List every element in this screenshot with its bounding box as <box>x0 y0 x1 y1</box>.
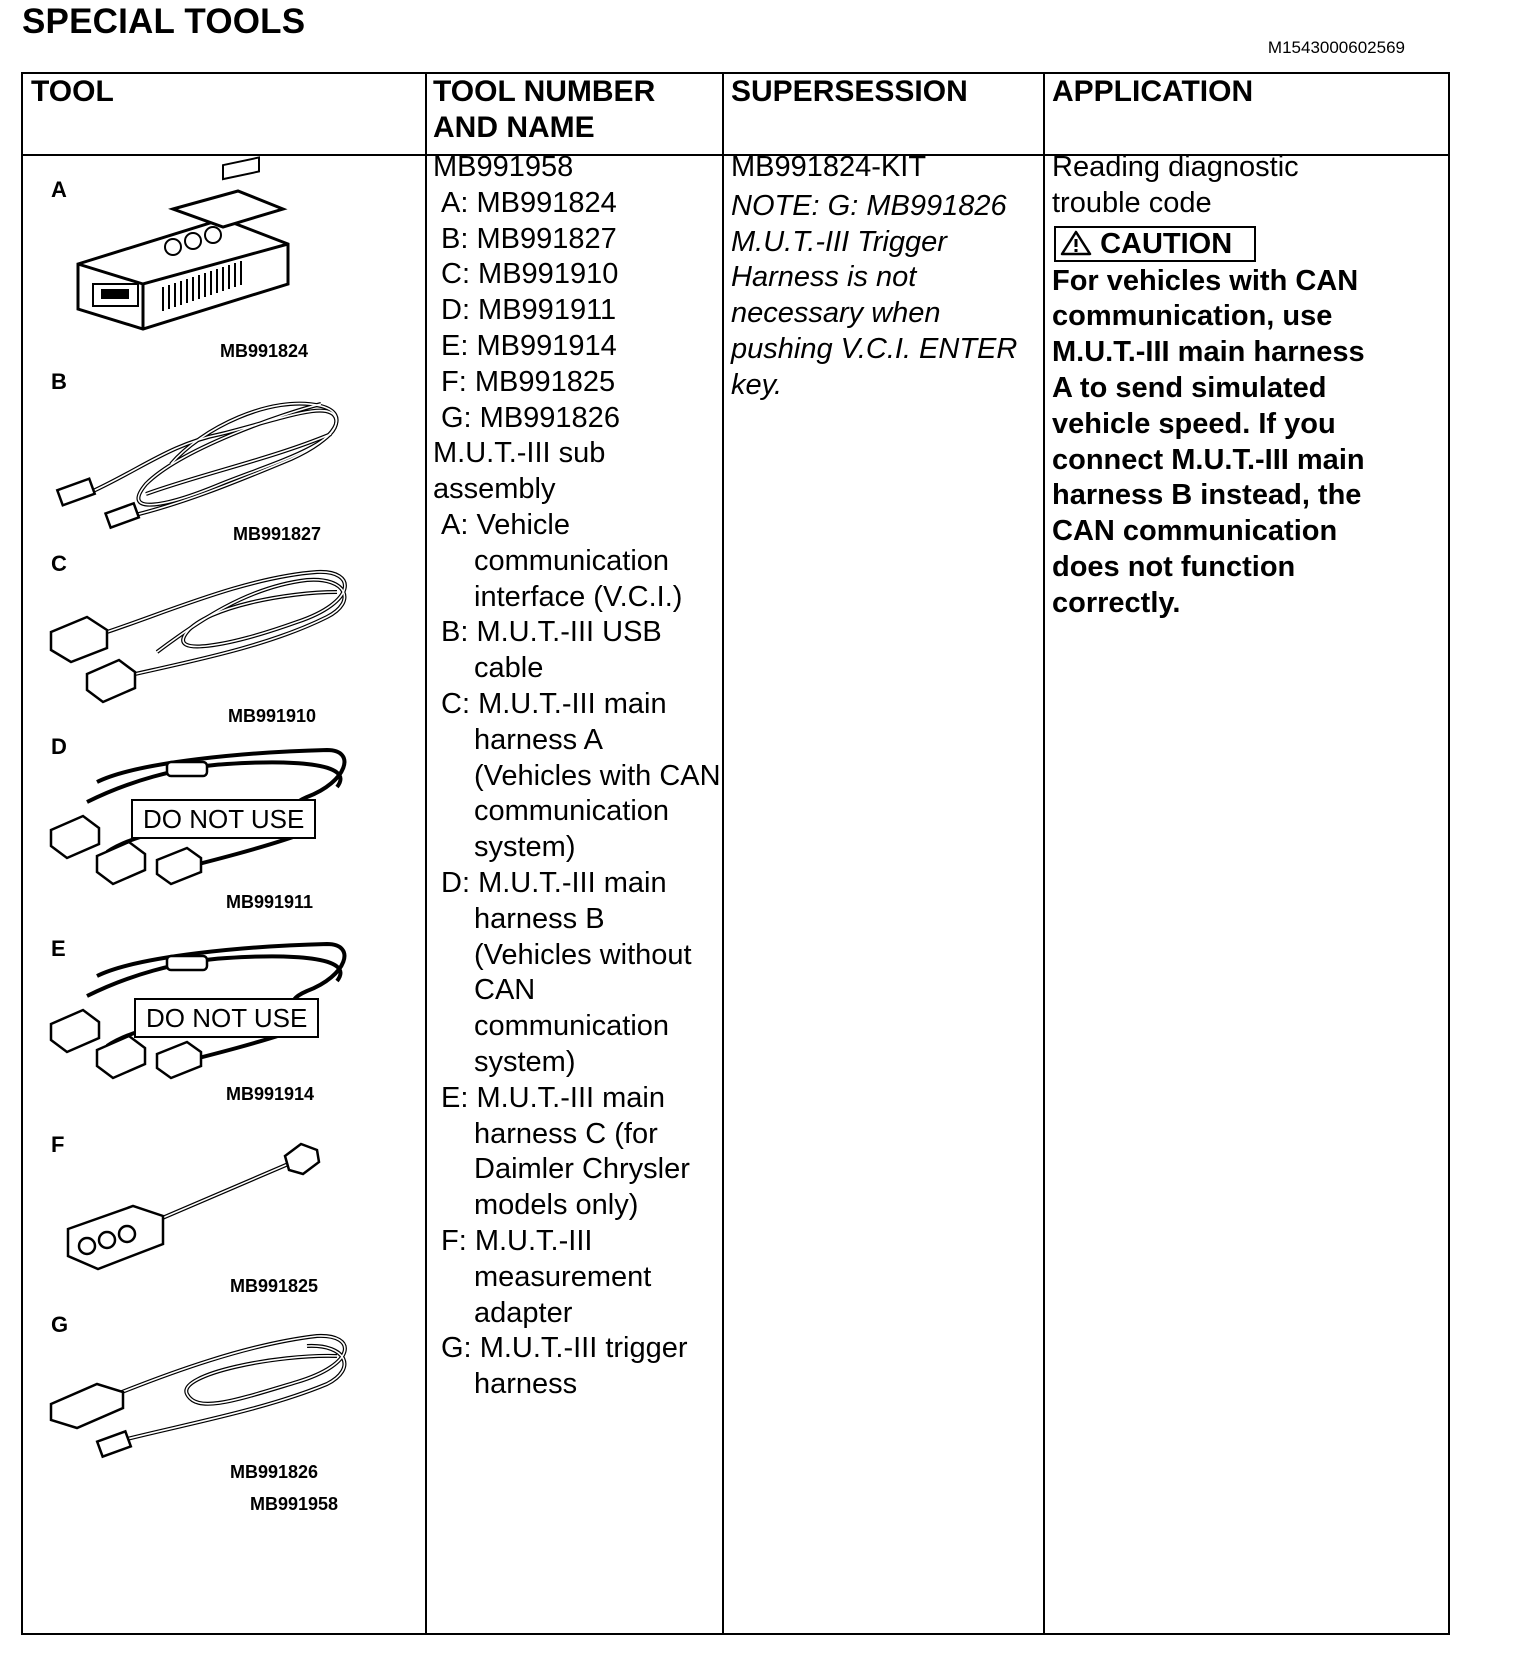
component-name-line: system) <box>474 1045 576 1078</box>
tool-part-number: MB991824 <box>220 341 309 361</box>
kit-part-line: F: MB991825 <box>441 365 616 398</box>
note-line: key. <box>731 368 783 401</box>
component-name-line <box>433 615 723 651</box>
kit-part-line: E: MB991914 <box>441 329 617 362</box>
caution-line: vehicle speed. If you <box>1052 407 1336 440</box>
component-name-line <box>433 508 723 544</box>
caution-box <box>1054 226 1256 262</box>
component-name-line: cable <box>474 652 544 685</box>
caution-line: communication, use <box>1052 300 1333 333</box>
component-name-line <box>433 1081 723 1117</box>
caution-line: M.U.T.-III main harness <box>1052 336 1365 369</box>
tool-part-number: MB991910 <box>228 706 317 726</box>
note-line: NOTE: G: MB991826 <box>731 189 1007 222</box>
usb-cable-icon <box>51 374 341 534</box>
tool-letter: G <box>51 1312 69 1337</box>
tool-part-number: MB991825 <box>230 1276 319 1296</box>
tool-part-number: MB991914 <box>226 1084 315 1104</box>
supersession-kit: MB991824-KIT <box>731 151 927 183</box>
component-name-line: CAN <box>474 974 536 1007</box>
column-divider <box>425 74 427 1633</box>
warning-triangle-icon <box>1060 230 1092 256</box>
component-name-line: harness <box>474 1368 578 1401</box>
component-name: M.U.T.-III main <box>476 1081 665 1114</box>
note-line: M.U.T.-III Trigger <box>731 225 947 258</box>
component-key: E: <box>441 1081 469 1114</box>
kit-part-line: B: MB991827 <box>441 222 617 255</box>
kit-part-line: A: MB991824 <box>441 186 617 219</box>
component-name-line: interface (V.C.I.) <box>474 580 683 613</box>
component-name-line: communication <box>474 544 670 577</box>
caution-text <box>1052 264 1450 622</box>
do-not-use-label: DO NOT USE <box>134 998 319 1038</box>
tool-part-number: MB991826 <box>230 1462 319 1482</box>
component-name-line <box>433 1224 723 1260</box>
component-key: G: <box>441 1332 472 1365</box>
tool-part-number: MB991911 <box>226 892 314 912</box>
do-not-use-label: DO NOT USE <box>131 799 316 839</box>
column-header-application: APPLICATION <box>1052 75 1254 108</box>
component-name: M.U.T.-III main <box>478 866 667 899</box>
component-name: M.U.T.-III trigger <box>479 1332 688 1365</box>
component-name-line: harness C (for <box>474 1117 658 1150</box>
component-name: M.U.T.-III <box>474 1224 593 1257</box>
component-key: A: <box>441 508 469 541</box>
special-tools-table <box>21 72 1450 1635</box>
component-name-line: (Vehicles with CAN <box>474 759 721 792</box>
component-name-line: harness A <box>474 723 603 756</box>
measurement-adapter-icon <box>63 1134 343 1284</box>
subassembly-title: assembly <box>433 473 556 506</box>
supersession-note <box>731 189 1041 404</box>
tool-letter: F <box>51 1132 65 1157</box>
note-line: pushing V.C.I. ENTER <box>731 332 1018 365</box>
component-name-line: adapter <box>474 1296 573 1329</box>
component-key: C: <box>441 687 470 720</box>
tool-letter: C <box>51 551 67 576</box>
component-name-line: measurement <box>474 1260 652 1293</box>
component-name-line: harness B <box>474 902 605 935</box>
component-name-line: (Vehicles without <box>474 938 692 971</box>
caution-line: For vehicles with CAN <box>1052 264 1359 297</box>
column-header-tool-number-line: TOOL NUMBER <box>433 75 656 108</box>
kit-part-number: MB991958 <box>250 1494 339 1514</box>
main-harness-a-icon <box>47 562 347 712</box>
tool-number-cell <box>433 150 723 1403</box>
note-line: Harness is not <box>731 261 917 294</box>
component-name-line: Daimler Chrysler <box>474 1153 690 1186</box>
component-name: Vehicle <box>476 508 570 541</box>
component-name: M.U.T.-III main <box>478 687 667 720</box>
vci-unit-icon <box>73 189 303 349</box>
tool-letter: E <box>51 936 66 961</box>
caution-line: correctly. <box>1052 586 1181 619</box>
component-name-line <box>433 687 723 723</box>
tool-letter: D <box>51 734 67 759</box>
application-line: trouble code <box>1052 186 1212 219</box>
caution-line: does not function <box>1052 550 1296 583</box>
caution-label: CAUTION <box>1100 227 1233 260</box>
component-name-line: system) <box>474 831 576 864</box>
component-key: F: <box>441 1224 467 1257</box>
caution-line: CAN communication <box>1052 515 1338 548</box>
supersession-cell <box>731 150 1041 404</box>
application-cell <box>1052 150 1450 622</box>
note-line: necessary when <box>731 297 941 330</box>
tool-letter: B <box>51 369 67 394</box>
column-header-tool-number-line: AND NAME <box>433 111 595 144</box>
application-line: Reading diagnostic <box>1052 151 1299 183</box>
component-key: D: <box>441 866 470 899</box>
component-name: M.U.T.-III USB <box>476 616 662 649</box>
component-name-line <box>433 1331 723 1367</box>
component-name-line: communication <box>474 795 670 828</box>
column-header-tool: TOOL <box>31 75 114 108</box>
column-header-tool-number <box>433 74 655 146</box>
kit-part-line: D: MB991911 <box>441 294 617 327</box>
document-id: M1543000602569 <box>1267 38 1405 57</box>
component-name-line <box>433 866 723 902</box>
column-header-supersession: SUPERSESSION <box>731 75 968 108</box>
column-divider <box>1043 74 1045 1633</box>
tool-part-number: MB991827 <box>233 524 322 544</box>
kit-number: MB991958 <box>433 151 574 183</box>
caution-line: harness B instead, the <box>1052 479 1362 512</box>
component-key: B: <box>441 616 469 649</box>
tool-letter: A <box>51 177 67 202</box>
kit-part-line: C: MB991910 <box>441 258 619 291</box>
trigger-harness-icon <box>47 1324 347 1464</box>
kit-part-line: G: MB991826 <box>441 401 620 434</box>
caution-line: A to send simulated <box>1052 371 1327 404</box>
subassembly-title: M.U.T.-III sub <box>433 437 606 470</box>
caution-line: connect M.U.T.-III main <box>1052 443 1365 476</box>
component-name-line: communication <box>474 1010 670 1043</box>
page-title: SPECIAL TOOLS <box>22 2 306 41</box>
component-name-line: models only) <box>474 1189 639 1222</box>
